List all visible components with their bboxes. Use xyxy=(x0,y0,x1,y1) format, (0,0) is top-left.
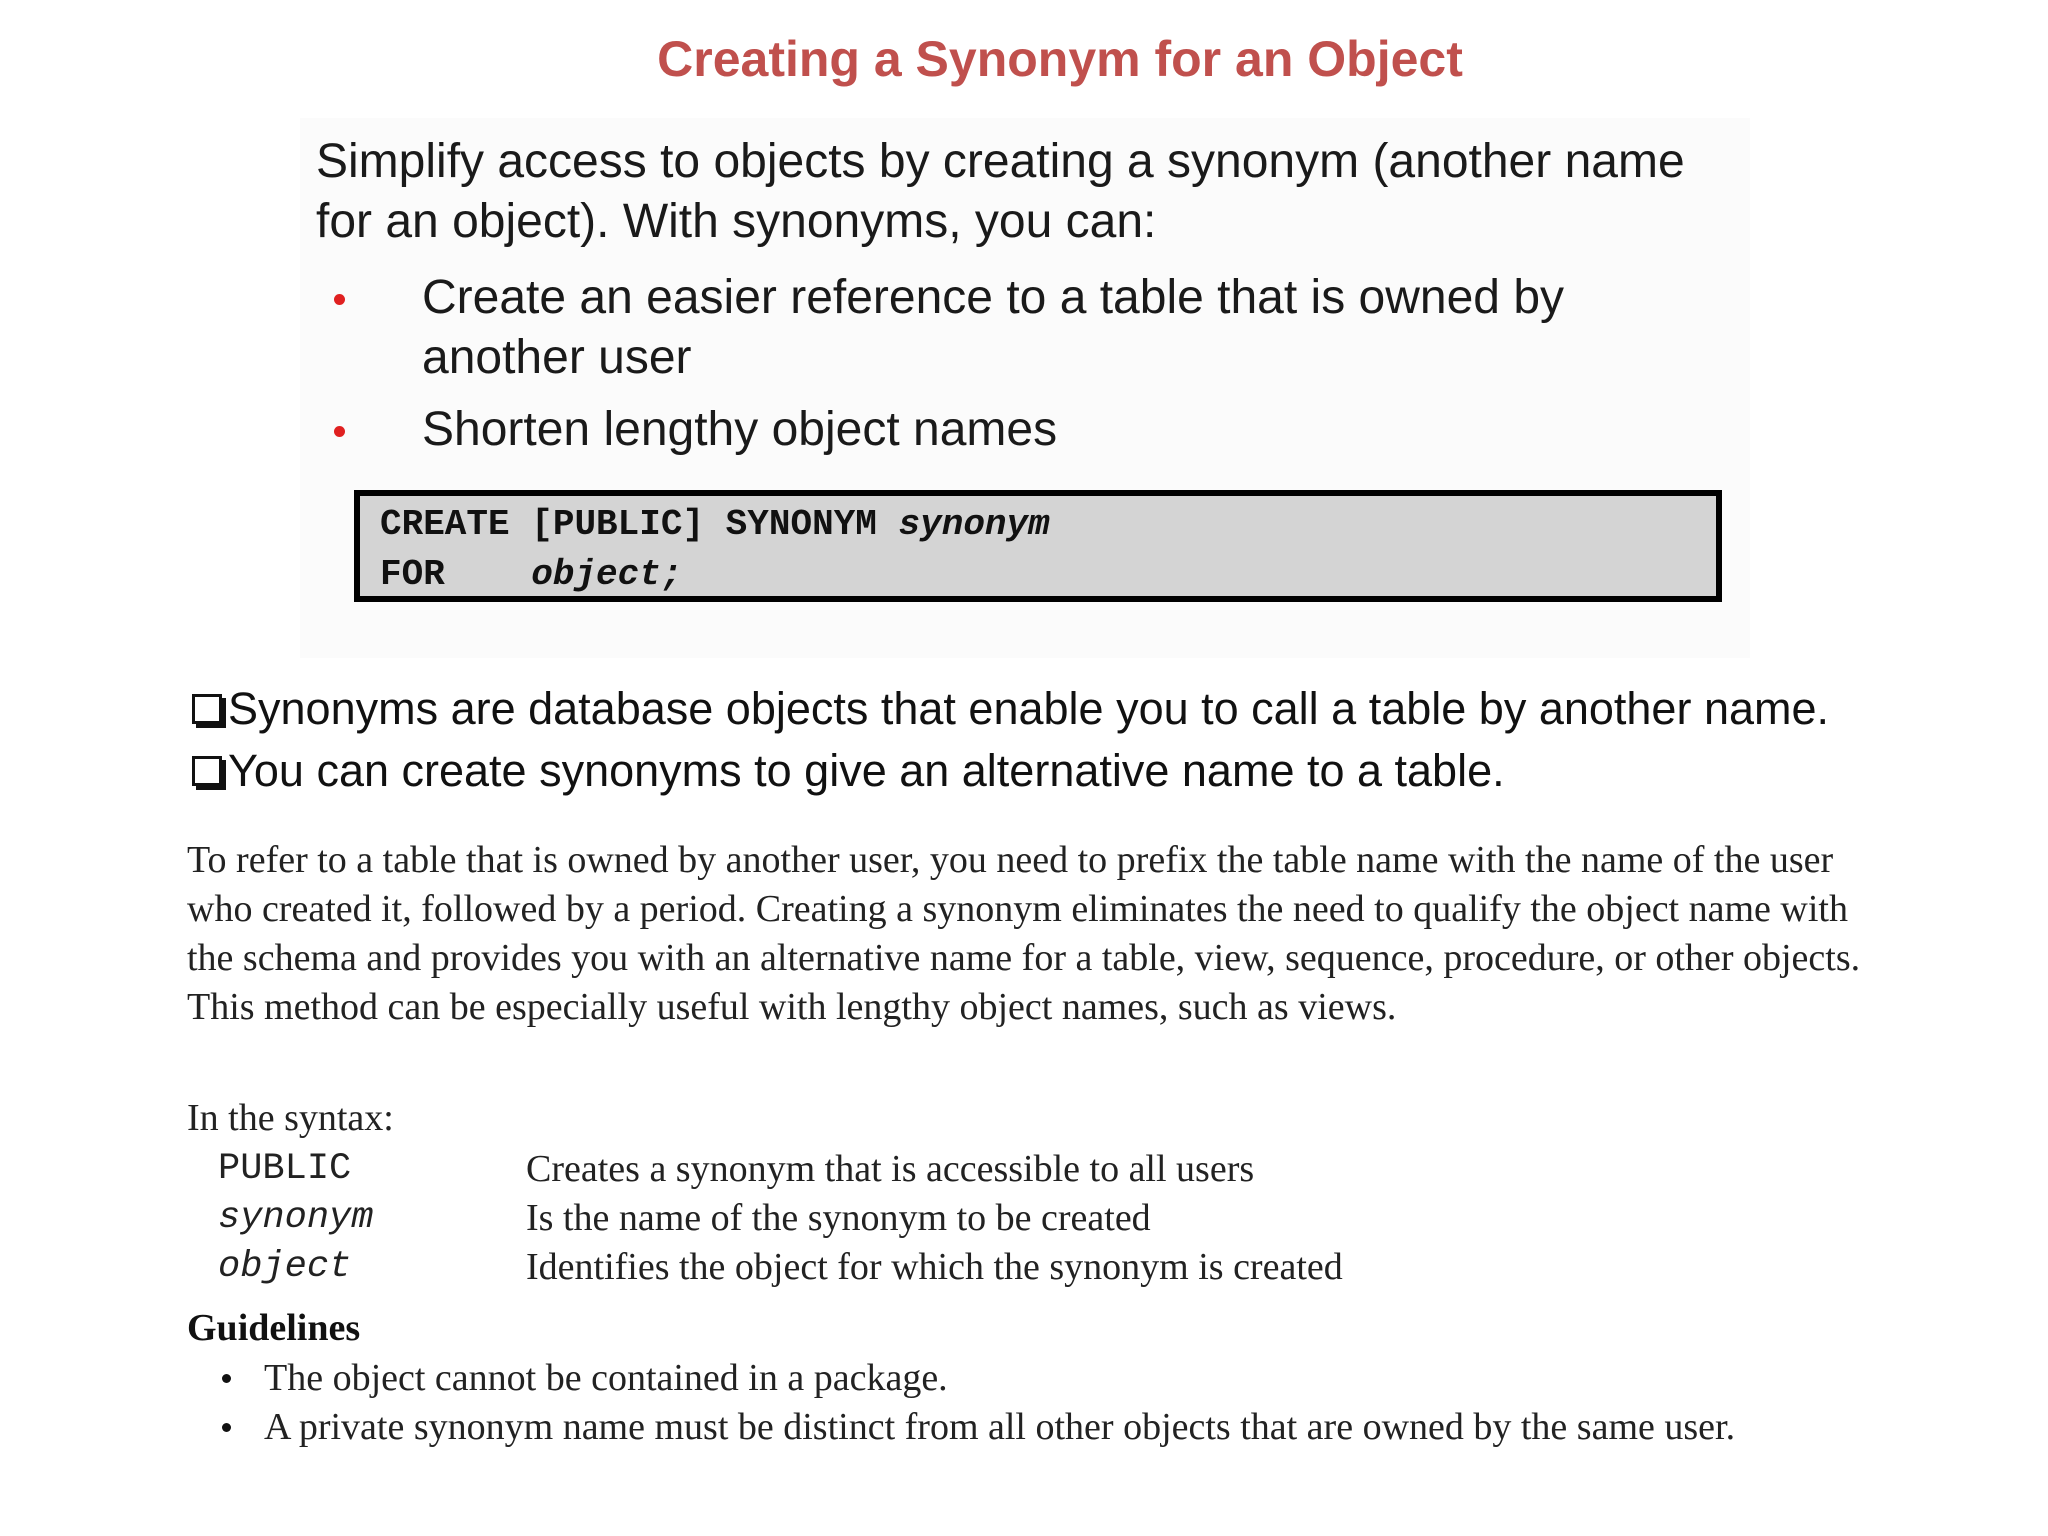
syntax-arg-object: object; xyxy=(531,554,683,595)
guideline-item xyxy=(218,1403,1735,1452)
bullet-icon xyxy=(334,426,345,437)
intro-text: Simplify access to objects by creating a synonym (another name for an object). With synonyms, you can: xyxy=(316,135,1685,248)
param-row xyxy=(218,1144,1343,1193)
syntax-keyword-for: FOR xyxy=(380,554,445,595)
checklist-item xyxy=(192,678,1829,740)
param-list xyxy=(218,1144,1343,1291)
intro-bullet-item xyxy=(330,268,1730,388)
checklist-text: You can create synonyms to give an alternative name to a table. xyxy=(228,745,1505,796)
guideline-text: A private synonym name must be distinct from all other objects that are owned by the same user. xyxy=(264,1406,1736,1448)
param-term: PUBLIC xyxy=(218,1147,352,1190)
checklist-text: Synonyms are database objects that enable you to call a table by another name. xyxy=(228,683,1830,734)
bullet-icon xyxy=(222,1374,231,1383)
checkbox-icon xyxy=(192,694,222,724)
syntax-keyword-public: [PUBLIC] xyxy=(531,504,705,545)
param-desc: Identifies the object for which the synonym is created xyxy=(526,1245,1343,1288)
param-row xyxy=(218,1193,1343,1242)
syntax-intro: In the syntax: xyxy=(187,1097,394,1139)
param-term: synonym xyxy=(218,1196,374,1239)
syntax-keyword-synonym: SYNONYM xyxy=(725,504,877,545)
param-desc: Is the name of the synonym to be created xyxy=(526,1196,1151,1239)
param-term: object xyxy=(218,1245,352,1288)
syntax-arg-synonym: synonym xyxy=(898,504,1050,545)
guideline-text: The object cannot be contained in a package. xyxy=(264,1357,948,1399)
intro-bullet-text: Create an easier reference to a table that is owned by another user xyxy=(422,271,1565,384)
syntax-line-2 xyxy=(380,554,682,595)
syntax-line-1 xyxy=(380,504,1050,545)
syntax-box xyxy=(354,490,1722,602)
param-desc: Creates a synonym that is accessible to all users xyxy=(526,1147,1255,1190)
intro-bullet-item xyxy=(330,400,1730,460)
checklist-item xyxy=(192,740,1829,802)
bullet-icon xyxy=(222,1423,231,1432)
guideline-item xyxy=(218,1354,1735,1403)
guidelines-heading: Guidelines xyxy=(187,1307,361,1349)
checklist xyxy=(192,678,1829,802)
syntax-keyword-create: CREATE xyxy=(380,504,510,545)
guidelines-list xyxy=(218,1354,1735,1452)
body-paragraph: To refer to a table that is owned by another user, you need to prefix the table name with the name of the user who created it, followed by a period. Creating a synonym eliminates the need to qualify the object name with the schema and provides you with an alternative name for a table, view, sequence, procedure, or other objects. This method can be especially useful with lengthy object names, such as views. xyxy=(187,839,1861,1028)
intro-bullet-text: Shorten lengthy object names xyxy=(422,403,1058,456)
checkbox-icon xyxy=(192,756,222,786)
bullet-icon xyxy=(334,294,345,305)
param-row xyxy=(218,1242,1343,1291)
intro-bullet-list xyxy=(330,268,1730,472)
slide-title: Creating a Synonym for an Object xyxy=(657,31,1463,87)
